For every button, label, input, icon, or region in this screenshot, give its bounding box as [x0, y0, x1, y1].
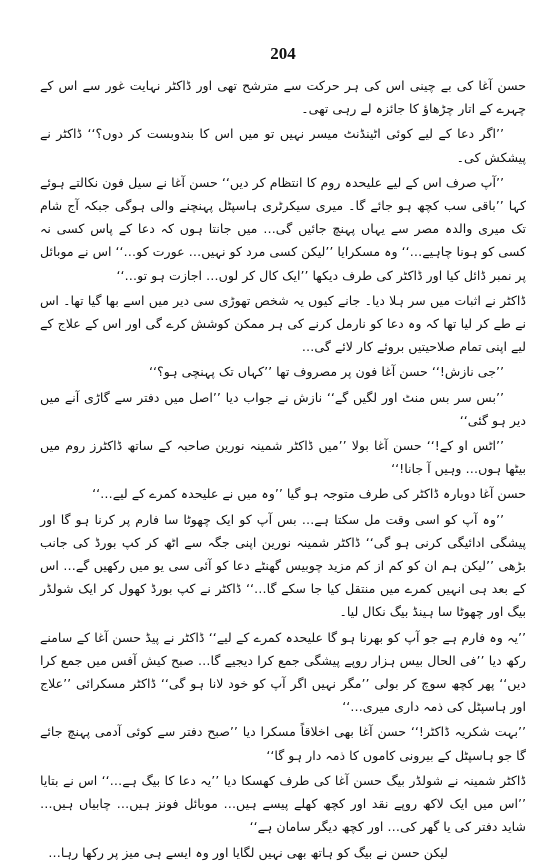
paragraph-2: ’’اگر دعا کے لیے کوئی اٹینڈنٹ میسر نہیں تو میں اس کا بندوبست کر دوں؟‘‘ ڈاکٹر نے پیشکش کی۔ [40, 126, 526, 165]
paragraph-3: ’’آپ صرف اس کے لیے علیحدہ روم کا انتظام کر دیں‘‘ حسن آغا نے سیل فون نکالتے ہوئے کہا ’’باقی سب کچھ ہو جائے گا۔ میری سیکرٹری ہاسپٹل پہنچنے والی ہوگی جبکہ آج شام تک میری والدہ مصر سے یہاں پہنچ جائیں گی… میں جانتا ہوں کہ دعا کے پاس کسی نہ کسی کو ہونا چاہیے…‘‘ وہ مسکرایا ’’لیکن کسی مرد کو نہیں… عورت کو…‘‘ اس نے موبائل پر نمبر ڈائل کیا اور ڈاکٹر کی طرف دیکھا ’’ایک کال کر لوں… اجازت ہو تو…‘‘ [40, 174, 526, 283]
paragraph-10: ’’یہ وہ فارم ہے جو آپ کو بھرنا ہو گا علیحدہ کمرے کے لیے‘‘ ڈاکٹر نے پیڈ حسن آغا کے سامنے رکھ دیا ’’فی الحال بیس ہزار روپے پیشگی جمع کرا دیجیے گا… صبح کیش آفس میں جمع کرا دیں‘‘ پھر کچھ سوچ کر بولی ’’مگر نہیں اگر آپ کو خود لانا ہو گی‘‘ ڈاکٹر مسکرائی ’’علاج اور ہاسپٹل کی ذمہ داری میری…‘‘ [40, 629, 526, 715]
page-body [40, 74, 526, 864]
paragraph-8: حسن آغا دوبارہ ڈاکٹر کی طرف متوجہ ہو گیا ’’وہ میں نے علیحدہ کمرے کے لیے…‘‘ [92, 486, 526, 502]
paragraph-9: ’’وہ آپ کو اسی وقت مل سکتا ہے… بس آپ کو ایک چھوٹا سا فارم پر کرنا ہو گا اور پیشگی ادائیگی کرنی ہو گی‘‘ ڈاکٹر شمینہ نورین اپنی جگہ سے اٹھ کر کپ بورڈ کی جانب بڑھی ’’لیکن ہم ان کو کم از کم مزید چوبیس گھنٹے دعا کو آئی سی یو میں رکھیں گے… اس کے بعد ہی انہیں کمرے میں منتقل کیا جا سکے گا…‘‘ ڈاکٹر نے کپ بورڈ کھول کر ایک شولڈر بیگ اور چھوٹا سا ہینڈ بیگ نکال لیا۔ [40, 511, 526, 620]
paragraph-7: ’’اٹس او کے!‘‘ حسن آغا بولا ’’میں ڈاکٹر شمینہ نورین صاحبہ کے ساتھ ڈاکٹرز روم میں بیٹھا ہوں… وہیں آ جانا!‘‘ [40, 438, 526, 477]
paragraph-6: ’’بس سر بس منٹ اور لگیں گے‘‘ نازش نے جواب دیا ’’اصل میں دفتر سے گاڑی آنے میں دیر ہو گئی‘‘ [40, 389, 526, 428]
paragraph-1: حسن آغا کی بے چینی اس کی ہر حرکت سے مترشح تھی اور ڈاکٹر نہایت غور سے اس کے چہرے کے اتار چڑھاؤ کا جائزہ لے رہی تھی۔ [40, 78, 526, 117]
paragraph-13: لیکن حسن نے بیگ کو ہاتھ بھی نہیں لگایا اور وہ ایسے ہی میز پر رکھا رہا… [48, 844, 448, 860]
page-number: 204 [270, 44, 296, 63]
paragraph-4: ڈاکٹر نے اثبات میں سر ہلا دیا۔ جانے کیوں یہ شخص تھوڑی سی دیر میں اسے بھا گیا تھا۔ اس نے طے کر لیا تھا کہ وہ دعا کو نارمل کرنے کی ہر ممکن کوشش کرے گی اور اس کے علاج کے لیے اپنی تمام صلاحیتیں بروئے کار لائے گی… [40, 292, 526, 355]
paragraph-12: ڈاکٹر شمینہ نے شولڈر بیگ حسن آغا کی طرف کھسکا دیا ’’یہ دعا کا بیگ ہے…‘‘ اس نے بتایا ’’اس میں ایک لاکھ روپے نقد اور کچھ کھلے پیسے ہیں… موبائل فونز ہیں… چابیاں ہیں… شاید دفتر کی یا گھر کی… اور کچھ دیگر سامان ہے‘‘ [40, 772, 526, 835]
paragraph-11: ’’بہت شکریہ ڈاکٹر!‘‘ حسن آغا بھی اخلاقاً مسکرا دیا ’’صبح دفتر سے کوئی آدمی پہنچ جائے گا جو ہاسپٹل کے بیرونی کاموں کا ذمہ دار ہو گا‘‘ [40, 724, 526, 763]
paragraph-5: ’’جی نازش!‘‘ حسن آغا فون پر مصروف تھا ’’کہاں تک پہنچی ہو؟‘‘ [149, 364, 504, 380]
